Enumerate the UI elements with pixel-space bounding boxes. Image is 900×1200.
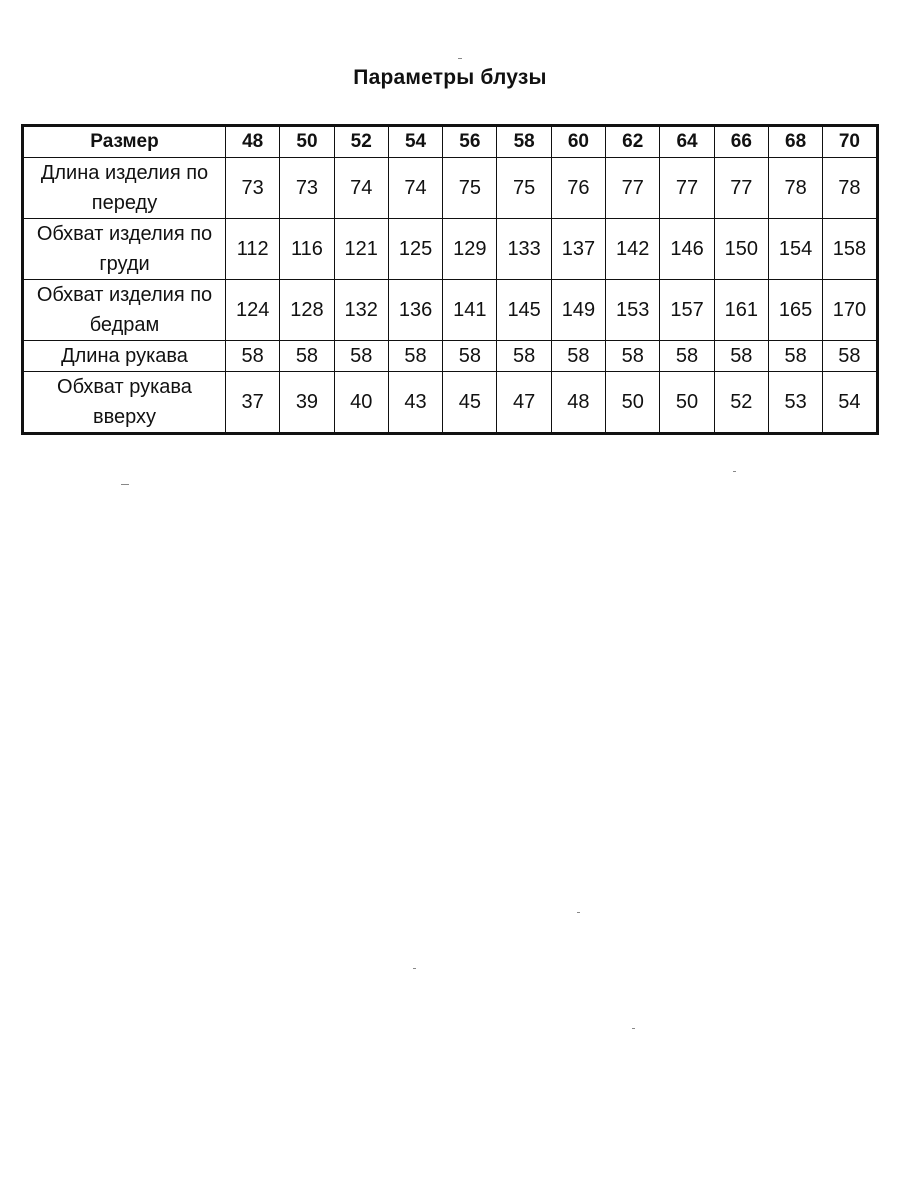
- value-cell: 116: [280, 219, 334, 280]
- row-label: Обхват изделия по груди: [23, 219, 226, 280]
- value-cell: 78: [823, 158, 877, 219]
- value-cell: 52: [714, 372, 768, 434]
- scan-speck: [632, 1028, 635, 1029]
- size-header-cell: 62: [606, 126, 660, 158]
- value-cell: 75: [443, 158, 497, 219]
- value-cell: 78: [768, 158, 822, 219]
- row-label: Длина изделия по переду: [23, 158, 226, 219]
- size-header-cell: 52: [334, 126, 388, 158]
- value-cell: 149: [551, 280, 605, 341]
- value-cell: 154: [768, 219, 822, 280]
- value-cell: 58: [334, 341, 388, 372]
- value-cell: 58: [551, 341, 605, 372]
- value-cell: 136: [388, 280, 442, 341]
- value-cell: 58: [226, 341, 280, 372]
- value-cell: 77: [660, 158, 714, 219]
- value-cell: 76: [551, 158, 605, 219]
- table-row: [23, 372, 878, 434]
- value-cell: 73: [226, 158, 280, 219]
- value-cell: 50: [606, 372, 660, 434]
- value-cell: 40: [334, 372, 388, 434]
- value-cell: 124: [226, 280, 280, 341]
- value-cell: 132: [334, 280, 388, 341]
- header-label-cell: Размер: [23, 126, 226, 158]
- row-label: Длина рукава: [23, 341, 226, 372]
- value-cell: 43: [388, 372, 442, 434]
- value-cell: 145: [497, 280, 551, 341]
- value-cell: 133: [497, 219, 551, 280]
- value-cell: 39: [280, 372, 334, 434]
- scan-speck: [577, 912, 580, 913]
- value-cell: 58: [280, 341, 334, 372]
- size-header-cell: 50: [280, 126, 334, 158]
- value-cell: 150: [714, 219, 768, 280]
- value-cell: 58: [497, 341, 551, 372]
- size-header-cell: 68: [768, 126, 822, 158]
- value-cell: 58: [388, 341, 442, 372]
- size-header-cell: 66: [714, 126, 768, 158]
- size-header-cell: 64: [660, 126, 714, 158]
- scan-speck: [733, 471, 736, 472]
- value-cell: 74: [334, 158, 388, 219]
- value-cell: 129: [443, 219, 497, 280]
- size-header-cell: 70: [823, 126, 877, 158]
- table-header-row: [23, 126, 878, 158]
- size-header-cell: 56: [443, 126, 497, 158]
- size-header-cell: 48: [226, 126, 280, 158]
- value-cell: 157: [660, 280, 714, 341]
- table-row: [23, 280, 878, 341]
- value-cell: 54: [823, 372, 877, 434]
- size-header-cell: 58: [497, 126, 551, 158]
- value-cell: 77: [714, 158, 768, 219]
- value-cell: 146: [660, 219, 714, 280]
- value-cell: 53: [768, 372, 822, 434]
- value-cell: 125: [388, 219, 442, 280]
- size-chart-table: [21, 124, 879, 435]
- value-cell: 58: [714, 341, 768, 372]
- value-cell: 142: [606, 219, 660, 280]
- value-cell: 128: [280, 280, 334, 341]
- page-title: Параметры блузы: [353, 66, 547, 89]
- value-cell: 74: [388, 158, 442, 219]
- size-header-cell: 60: [551, 126, 605, 158]
- row-label: Обхват изделия по бедрам: [23, 280, 226, 341]
- value-cell: 165: [768, 280, 822, 341]
- value-cell: 141: [443, 280, 497, 341]
- value-cell: 112: [226, 219, 280, 280]
- size-header-cell: 54: [388, 126, 442, 158]
- value-cell: 58: [660, 341, 714, 372]
- table-row: [23, 158, 878, 219]
- value-cell: 75: [497, 158, 551, 219]
- value-cell: 58: [443, 341, 497, 372]
- value-cell: 58: [823, 341, 877, 372]
- table-row: [23, 341, 878, 372]
- value-cell: 121: [334, 219, 388, 280]
- value-cell: 50: [660, 372, 714, 434]
- scan-speck: [458, 58, 462, 59]
- value-cell: 170: [823, 280, 877, 341]
- value-cell: 58: [606, 341, 660, 372]
- value-cell: 161: [714, 280, 768, 341]
- value-cell: 47: [497, 372, 551, 434]
- value-cell: 77: [606, 158, 660, 219]
- value-cell: 48: [551, 372, 605, 434]
- value-cell: 37: [226, 372, 280, 434]
- row-label: Обхват рукава вверху: [23, 372, 226, 434]
- value-cell: 58: [768, 341, 822, 372]
- table-row: [23, 219, 878, 280]
- value-cell: 73: [280, 158, 334, 219]
- scan-speck: [121, 484, 129, 485]
- scan-speck: [413, 968, 416, 969]
- value-cell: 137: [551, 219, 605, 280]
- value-cell: 153: [606, 280, 660, 341]
- value-cell: 158: [823, 219, 877, 280]
- value-cell: 45: [443, 372, 497, 434]
